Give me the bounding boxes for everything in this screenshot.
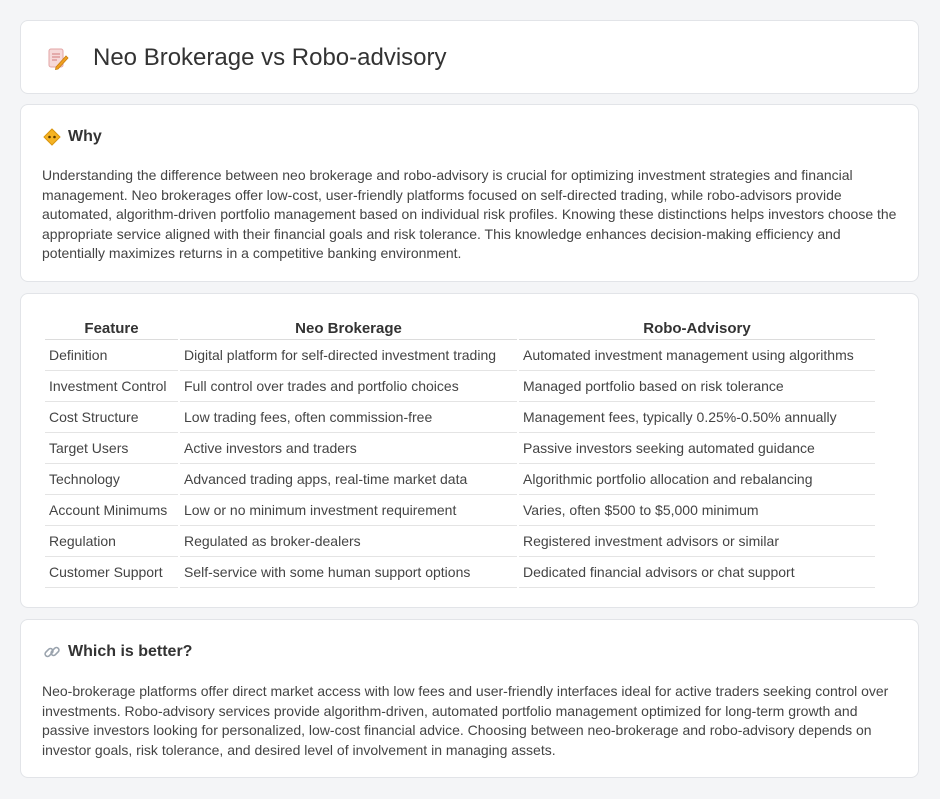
header-robo-advisory: Robo-Advisory [519,316,875,340]
header-feature: Feature [45,316,178,340]
robo-cell: Management fees, typically 0.25%-0.50% annually [519,402,875,433]
robo-cell: Registered investment advisors or similar [519,526,875,557]
table-row [45,464,875,495]
feature-cell: Cost Structure [45,402,178,433]
better-text: Neo-brokerage platforms offer direct market access with low fees and user-friendly interfaces ideal for active traders seeking control over investments. Robo-advisory services provide algorithm-driven, automated portfolio management optimized for long-term growth and passive investors looking for personalized, low-cost financial advice. Choosing between neo-brokerage and robo-advisory depends on investor goals, risk tolerance, and desired level of involvement in managing assets. [42,683,889,758]
table-header-row [45,316,875,340]
link-icon [43,643,61,661]
neo-cell: Low or no minimum investment requirement [180,495,517,526]
neo-cell: Digital platform for self-directed investment trading [180,340,517,371]
neo-cell: Active investors and traders [180,433,517,464]
robo-cell: Passive investors seeking automated guidance [519,433,875,464]
table-row [45,340,875,371]
feature-cell: Technology [45,464,178,495]
page-title: Neo Brokerage vs Robo-advisory [93,44,447,71]
robo-cell: Automated investment management using algorithms [519,340,875,371]
why-section [20,104,919,282]
feature-cell: Regulation [45,526,178,557]
better-heading-row [43,643,192,661]
table-row [45,433,875,464]
table-row [45,526,875,557]
comparison-table-section [20,293,919,608]
title-card [20,20,919,94]
table-row [45,495,875,526]
why-heading-row [43,128,102,146]
diamond-warning-icon [43,128,61,146]
table-row [45,371,875,402]
neo-cell: Advanced trading apps, real-time market data [180,464,517,495]
document-pencil-icon [47,47,69,71]
comparison-table [43,316,877,588]
robo-cell: Algorithmic portfolio allocation and rebalancing [519,464,875,495]
neo-cell: Full control over trades and portfolio choices [180,371,517,402]
feature-cell: Customer Support [45,557,178,588]
header-neo-brokerage: Neo Brokerage [180,316,517,340]
robo-cell: Dedicated financial advisors or chat support [519,557,875,588]
table-row [45,557,875,588]
neo-cell: Regulated as broker-dealers [180,526,517,557]
feature-cell: Definition [45,340,178,371]
which-is-better-section [20,619,919,778]
neo-cell: Low trading fees, often commission-free [180,402,517,433]
why-text: Understanding the difference between neo brokerage and robo-advisory is crucial for optimizing investment strategies and financial management. Neo brokerages offer low-cost, user-friendly platforms focused on self-directed trading, while robo-advisors provide automated, algorithm-driven portfolio management based on individual risk profiles. Knowing these distinctions helps investors choose the appropriate service aligned with their financial goals and risk tolerance. This knowledge enhances decision-making efficiency and potentially maximizes returns in a competitive banking environment. [42,167,897,261]
robo-cell: Managed portfolio based on risk tolerance [519,371,875,402]
why-heading: Why [68,128,102,145]
robo-cell: Varies, often $500 to $5,000 minimum [519,495,875,526]
feature-cell: Account Minimums [45,495,178,526]
table-row [45,402,875,433]
feature-cell: Investment Control [45,371,178,402]
neo-cell: Self-service with some human support options [180,557,517,588]
better-heading: Which is better? [68,643,193,660]
feature-cell: Target Users [45,433,178,464]
